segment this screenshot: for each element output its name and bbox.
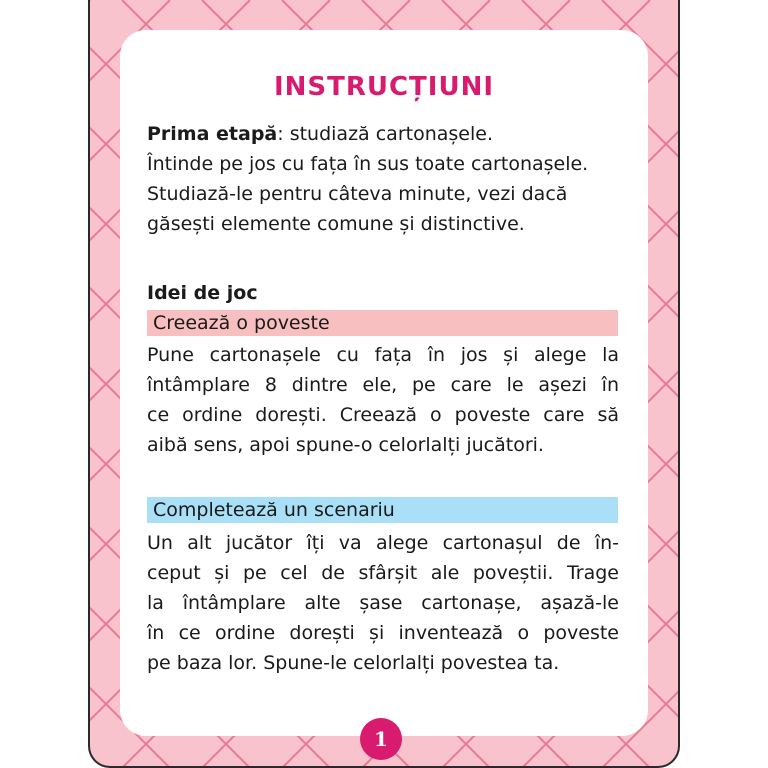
intro-label: Prima etapă bbox=[147, 123, 278, 145]
scenario-line: ceput și pe cel de sfârșit ale poveștii. Trage bbox=[147, 562, 619, 584]
story-line: aibă sens, apoi spune-o celorlalți jucători. bbox=[147, 434, 544, 456]
story-line: întâmplare 8 dintre ele, pe care le așezi în bbox=[147, 374, 619, 396]
story-line: ce ordine dorești. Creează o poveste care să bbox=[147, 404, 619, 426]
scenario-line: pe baza lor. Spune-le celorlalți povestea ta. bbox=[147, 652, 560, 674]
story-section-body bbox=[147, 340, 619, 460]
story-line: Pune cartonașele cu fața în jos și alege la bbox=[147, 344, 619, 366]
page-title: INSTRUCȚIUNI bbox=[273, 72, 495, 102]
intro-section bbox=[147, 119, 619, 239]
scenario-line: Un alt jucător îți va alege cartonașul de în- bbox=[147, 532, 619, 554]
page-number-badge: 1 bbox=[360, 718, 402, 760]
intro-line: Întinde pe jos cu fața în sus toate cartonașele. bbox=[147, 153, 589, 175]
scenario-line: la întâmplare alte șase cartonașe, așază-le bbox=[147, 592, 619, 614]
intro-label-suffix: : studiază cartonașele. bbox=[277, 123, 493, 145]
intro-line: găsești elemente comune și distinctive. bbox=[147, 213, 525, 235]
scenario-line: în ce ordine dorești și inventează o poveste bbox=[147, 622, 619, 644]
scenario-section-body bbox=[147, 528, 619, 678]
intro-line: Studiază-le pentru câteva minute, vezi dacă bbox=[147, 183, 568, 205]
scenario-section-title: Completează un scenariu bbox=[147, 497, 618, 523]
story-section-title: Creează o poveste bbox=[147, 310, 618, 336]
ideas-heading: Idei de joc bbox=[147, 282, 258, 304]
